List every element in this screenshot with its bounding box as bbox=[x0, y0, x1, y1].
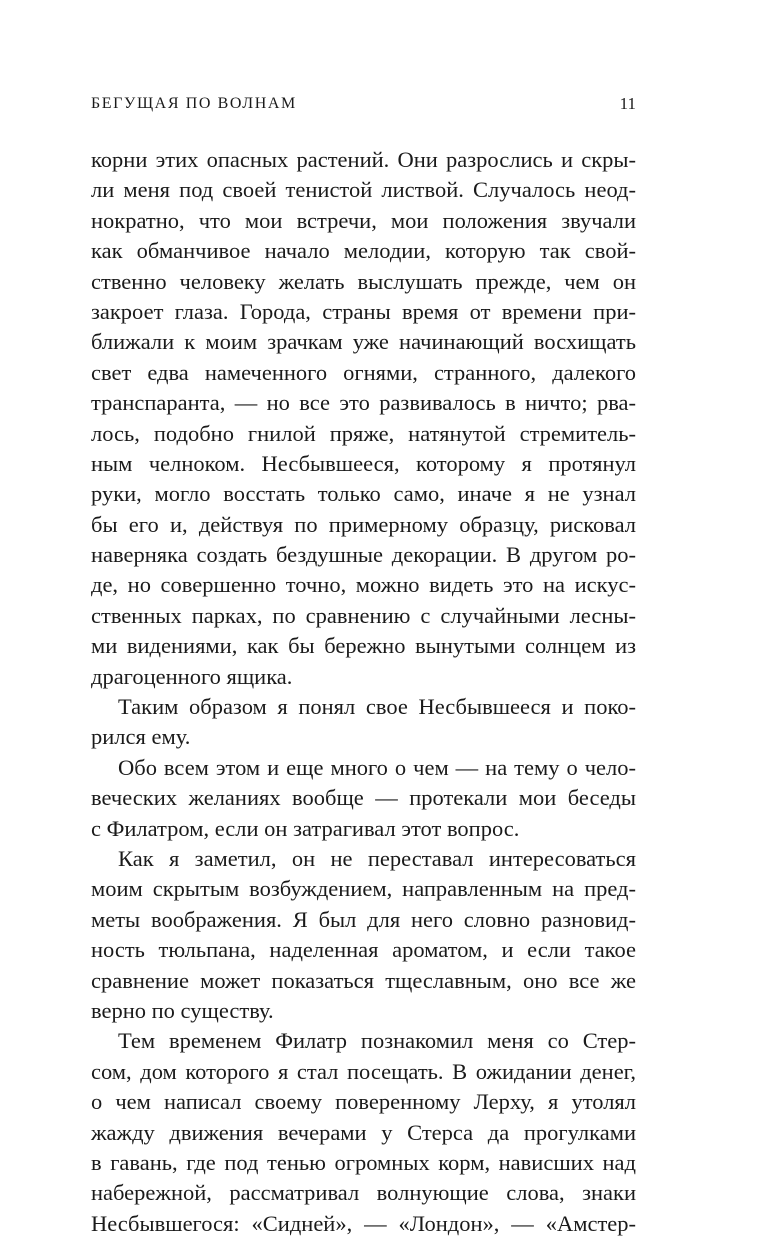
text-line: о чем написал своему поверенному Лерху, я утолял bbox=[91, 1089, 636, 1115]
book-title: БЕГУЩАЯ ПО ВОЛНАМ bbox=[91, 95, 297, 112]
text-line: руки, могло восстать только само, иначе я не узнал bbox=[91, 481, 636, 507]
text-line: Несбывшегося: «Сидней», — «Лондон», — «Амстер- bbox=[91, 1210, 636, 1236]
text-line: ближали к моим зрачкам уже начинающий восхищать bbox=[91, 329, 636, 355]
text-line: ным челноком. Несбывшееся, которому я протянул bbox=[91, 450, 636, 476]
text-line: моим скрытым возбуждением, направленным на пред- bbox=[91, 876, 636, 902]
text-line: меты воображения. Я был для него словно разновид- bbox=[91, 906, 636, 932]
text-line: закроет глаза. Города, страны время от времени при- bbox=[91, 298, 636, 324]
paragraph-first-line: Обо всем этом и еще много о чем — на тему о чело- bbox=[118, 754, 636, 780]
text-line: наверняка создать бездушные декорации. В другом ро- bbox=[91, 542, 636, 568]
text-line: нократно, что мои встречи, мои положения звучали bbox=[91, 207, 636, 233]
text-line: корни этих опасных растений. Они разрослись и скры- bbox=[91, 147, 636, 172]
text-line: свет едва намеченного огнями, странного, далекого bbox=[91, 359, 636, 385]
text-line: ли меня под своей тенистой листвой. Случалось неод- bbox=[91, 177, 636, 203]
text-line: ми видениями, как бы бережно вынутыми солнцем из bbox=[91, 633, 636, 659]
text-line: ственных парках, по сравнению с случайными лесны- bbox=[91, 602, 636, 628]
paragraph-first-line: Таким образом я понял свое Несбывшееся и поко- bbox=[118, 694, 636, 720]
text-line: веческих желаниях вообще — протекали мои беседы bbox=[91, 785, 636, 811]
text-line: верно по существу. bbox=[91, 997, 274, 1023]
text-line: набережной, рассматривал волнующие слова, знаки bbox=[91, 1180, 636, 1206]
text-line: бы его и, действуя по примерному образцу, рисковал bbox=[91, 511, 636, 537]
running-header bbox=[91, 92, 636, 116]
paragraph-first-line: Тем временем Филатр познакомил меня со Стер- bbox=[118, 1028, 636, 1054]
text-line: транспаранта, — но все это развивалось в ничто; рва- bbox=[91, 390, 636, 416]
text-line: как обманчивое начало мелодии, которую так свой- bbox=[91, 238, 636, 264]
page-number: 11 bbox=[619, 94, 636, 113]
text-line: жажду движения вечерами у Стерса да прогулками bbox=[91, 1119, 636, 1145]
text-line: рился ему. bbox=[91, 724, 191, 750]
text-line: ность тюльпана, наделенная ароматом, и если такое bbox=[91, 937, 636, 963]
body-text bbox=[91, 145, 636, 1239]
text-line: сравнение может показаться тщеславным, оно все же bbox=[91, 967, 636, 993]
text-line: в гавань, где под тенью огромных корм, нависших над bbox=[91, 1149, 636, 1175]
paragraph-first-line: Как я заметил, он не переставал интересоваться bbox=[118, 845, 636, 871]
text-line: де, но совершенно точно, можно видеть это на искус- bbox=[91, 572, 636, 598]
text-line: ственно человеку желать выслушать прежде, чем он bbox=[91, 268, 636, 294]
text-line: с Филатром, если он затрагивал этот вопрос. bbox=[91, 815, 520, 841]
text-line: лось, подобно гнилой пряже, натянутой стремитель- bbox=[91, 420, 636, 446]
text-line: сом, дом которого я стал посещать. В ожидании денег, bbox=[91, 1058, 636, 1084]
text-line: драгоценного ящика. bbox=[91, 663, 293, 689]
